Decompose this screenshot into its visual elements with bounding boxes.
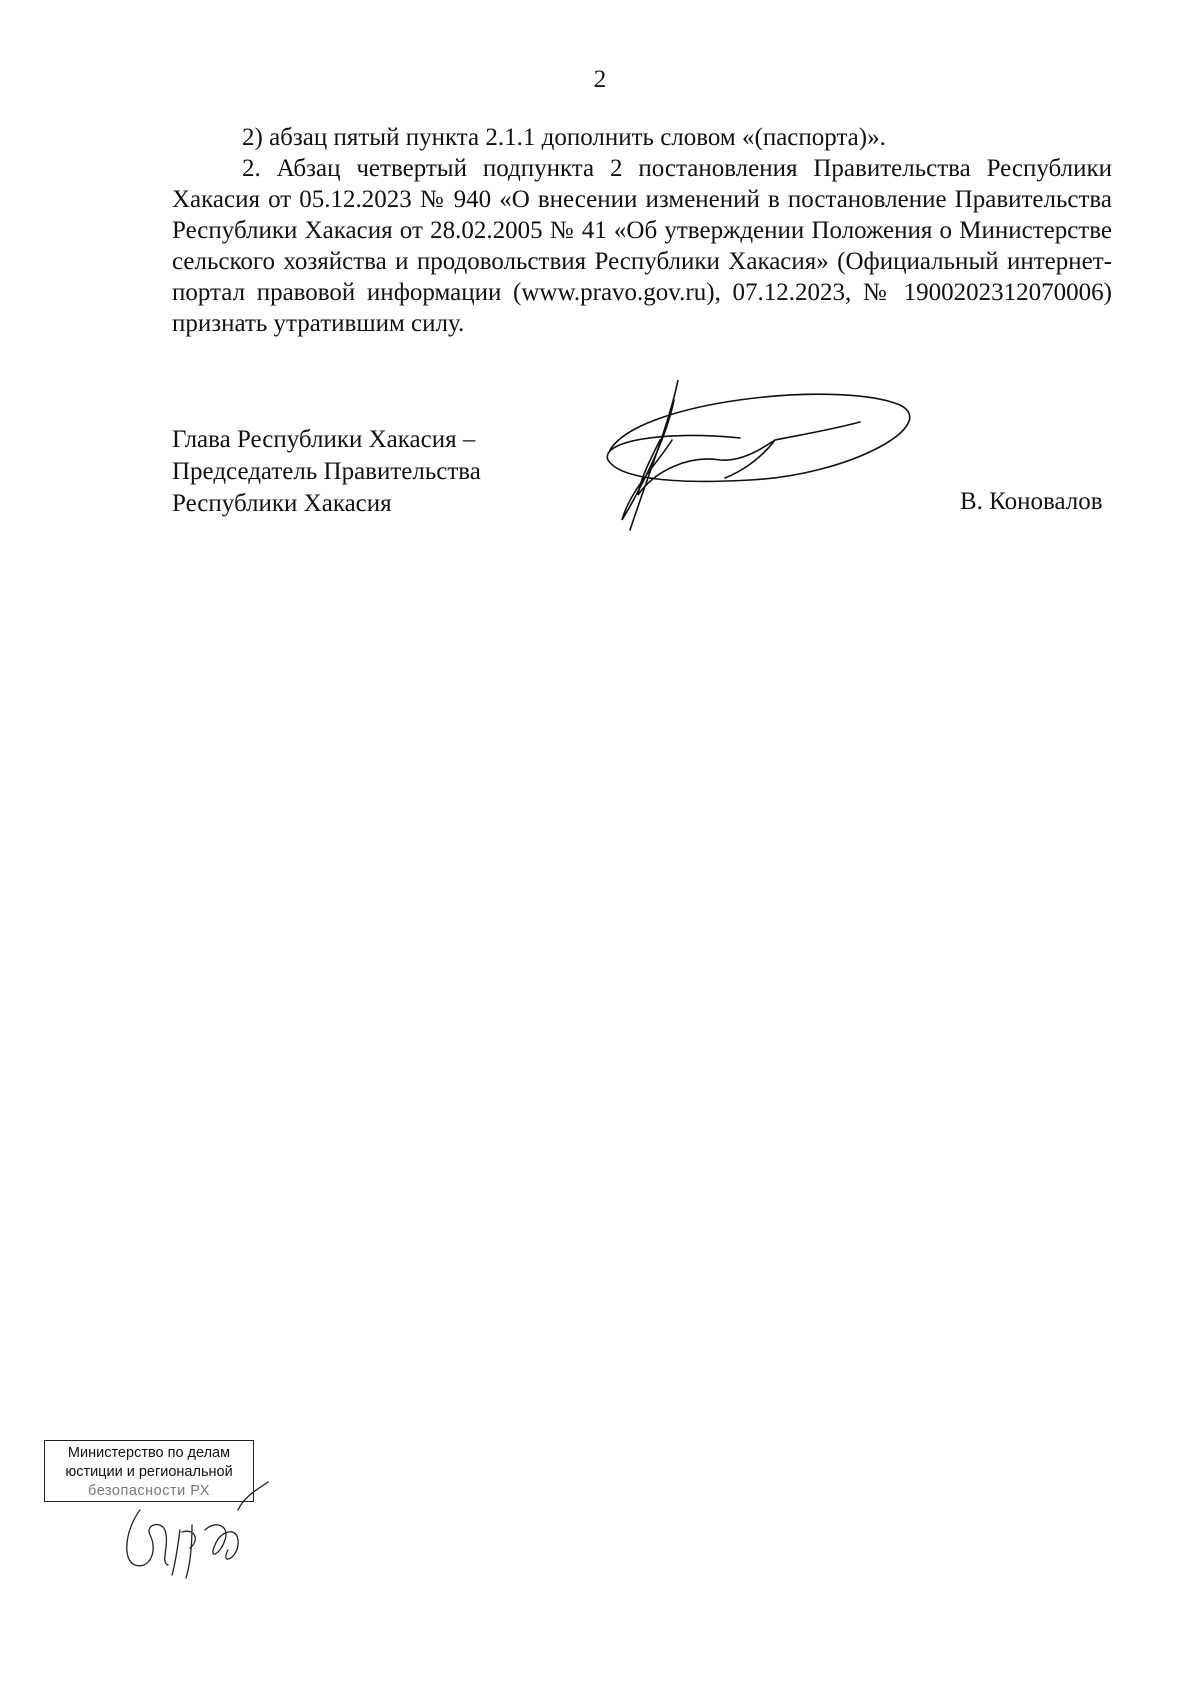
handwritten-signature <box>600 380 920 565</box>
signatory-name: В. Коновалов <box>960 488 1103 515</box>
stamp-signature <box>120 1470 270 1585</box>
paragraph-2: 2. Абзац четвертый подпункта 2 постановления Правительства Республики Хакасия от 05.12.2023 № 940 «О внесении изменений в постановление Правительства Республики Хакасия от 28.02.2005 № 41 «Об утверждении Положения о Министерстве сельского хозяйства и продовольствия Республики Хакасия» (Официальный интернет-портал правовой информации (www.pravo.gov.ru), 07.12.2023, № 1900202312070006) признать утратившим силу. <box>172 155 1112 337</box>
document-body <box>172 122 1112 339</box>
signatory-title-line: Глава Республики Хакасия – <box>172 426 476 453</box>
stamp-line: безопасности РХ <box>88 1483 210 1499</box>
stamp-line: Министерство по делам <box>67 1445 231 1461</box>
page-number: 2 <box>593 66 607 93</box>
signatory-title-line: Председатель Правительства <box>172 458 481 485</box>
signatory-title-line: Республики Хакасия <box>172 490 392 517</box>
signatory-title <box>172 424 481 520</box>
stamp-line: юстиции и региональной <box>65 1464 233 1480</box>
paragraph-1: 2) абзац пятый пункта 2.1.1 дополнить словом «(паспорта)». <box>242 124 886 151</box>
